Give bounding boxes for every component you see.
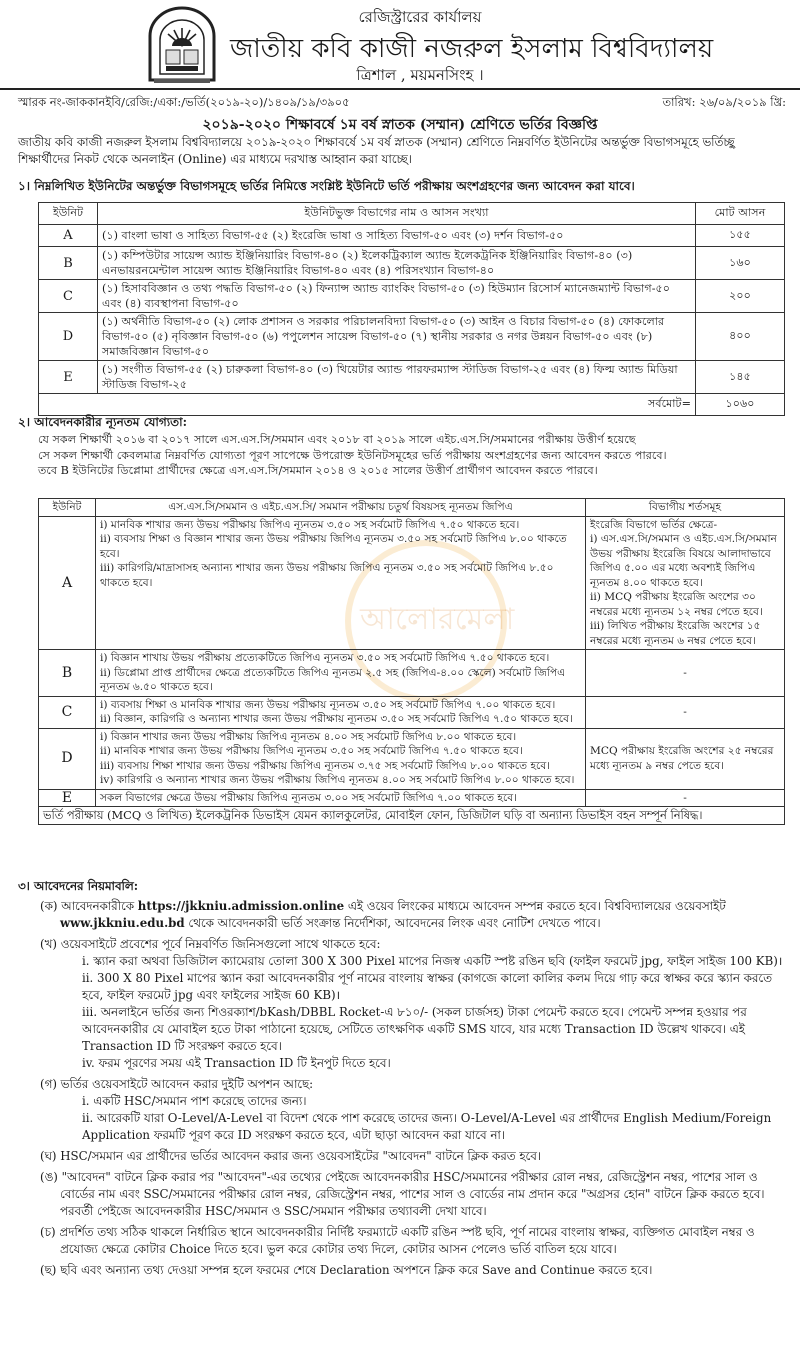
- rule-ka-text: (ক) আবেদনকারীকে: [40, 899, 138, 913]
- unit-cell: E: [39, 789, 96, 807]
- section3-heading: ৩। আবেদনের নিয়মাবলি:: [18, 879, 139, 893]
- table-row: [39, 650, 785, 697]
- table-row: [39, 361, 785, 394]
- university-name: জাতীয় কবি কাজী নজরুল ইসলাম বিশ্ববিদ্যালয়: [230, 34, 714, 64]
- col-departments: ইউনিটভুক্ত বিভাগের নাম ও আসন সংখ্যা: [98, 203, 696, 225]
- list-item: i. একটি HSC/সমমান পাশ করেছে তাদের জন্য।: [82, 1094, 307, 1108]
- gpa-rule: i) মানবিক শাখার জন্য উভয় পরীক্ষায় জিপিএ ন্যূনতম ৩.৫০ সহ সর্বমোট জিপিএ ৭.৫০ থাকতে হবে।: [100, 518, 520, 531]
- rule-gha: (ঘ) HSC/সমমান এর প্রার্থীদের ভর্তির আবেদন করার জন্য ওয়েবসাইটের "আবেদন" বাটনে ক্লিক করত হবে।: [40, 1149, 542, 1163]
- condition: iii) লিখিত পরীক্ষায় ইংরেজি অংশের ১৫ নম্বরের মধ্যে ন্যূনতম ৬ নম্বর পেতে হবে।: [590, 620, 761, 647]
- seats-cell: ৪০০: [696, 313, 785, 361]
- gpa-cell: [96, 696, 586, 728]
- university-website-link[interactable]: www.jkkniu.edu.bd: [60, 916, 185, 930]
- condition: ii) MCQ পরীক্ষায় ইংরেজি অংশের ৩০ নম্বরের মধ্যে ন্যূনতম ১২ নম্বর পেতে হবে।: [590, 591, 763, 618]
- total-row: [39, 394, 785, 416]
- unit-cell: C: [39, 280, 98, 313]
- departments-cell: (১) বাংলা ভাষা ও সাহিত্য বিভাগ-৫৫ (২) ইংরেজি ভাষা ও সাহিত্য বিভাগ-৫০ এবং (৩) দর্শন বিভাগ-৫০: [98, 225, 696, 247]
- rule-uma: (ঙ) "আবেদন" বাটনে ক্লিক করার পর "আবেদন"-এর তথ্যের পেইজে আবেদনকারীর HSC/সমমানের পরীক্ষার রোল নম্বর, রেজিস্ট্রেশন নম্বর, পাশের সাল ও বোর্ডের নাম এবং SSC/সমমানের পরীক্ষার রোল নম্বর, রেজিস্ট্রেশন নম্বর, পাশের সাল ও বোর্ডের নাম প্রদান করে "অগ্রসর হোন" বাটনে ক্লিক করতে হবে। পরবর্তী পেইজে আবেদনকারীর HSC/সমমান ও SSC/সমমান পরীক্ষার তথ্যাবলী দেখা যাবে।: [40, 1170, 765, 1218]
- gpa-cell: [96, 516, 586, 650]
- unit-cell: E: [39, 361, 98, 394]
- conditions-cell: MCQ পরীক্ষায় ইংরেজি অংশের ২৫ নম্বরের মধ্যে ন্যূনতম ৯ নম্বর পেতে হবে।: [586, 728, 785, 789]
- rule-kha: [40, 936, 793, 1072]
- total-label: সর্বমোট=: [39, 394, 696, 416]
- table-row: [39, 313, 785, 361]
- conditions-cell: [586, 516, 785, 650]
- seats-cell: ১৪৫: [696, 361, 785, 394]
- gpa-rule: i) বিজ্ঞান শাখার জন্য উভয় পরীক্ষায় জিপিএ ন্যূনতম ৪.০০ সহ সর্বমোট জিপিএ ৮.০০ থাকতে হবে।: [100, 730, 517, 743]
- university-location: ত্রিশাল , ময়মনসিংহ ।: [356, 66, 484, 84]
- departments-cell: (১) সংগীত বিভাগ-৫৫ (২) চারুকলা বিভাগ-৪০ (৩) থিয়েটার অ্যান্ড পারফরম্যান্স স্টাডিজ বিভাগ-২৫ এবং (৪) ফিল্ম অ্যান্ড মিডিয়া স্টাডিজ বিভাগ-২৫: [98, 361, 696, 394]
- col-unit: ইউনিট: [39, 499, 96, 517]
- gpa-rule: iii) কারিগরি/মাদ্রাসাসহ অন্যান্য শাখার জন্য উভয় পরীক্ষায় জিপিএ ন্যূনতম ৩.৫০ সহ সর্বমোট জিপিএ ৮.৫০ থাকতে হবে।: [100, 562, 554, 589]
- table-row: [39, 225, 785, 247]
- section3-rules: [18, 878, 793, 1283]
- unit-cell: A: [39, 516, 96, 650]
- table-row: [39, 247, 785, 280]
- gpa-rule: iii) ব্যবসায় শিক্ষা শাখার জন্য উভয় পরীক্ষায় জিপিএ ন্যূনতম ৩.৭৫ সহ সর্বমোট জিপিএ ৮.০০ থাকতে হবে।: [100, 759, 550, 772]
- header-divider: [0, 88, 800, 90]
- gpa-rule: i) ব্যবসায় শিক্ষা ও মানবিক শাখার জন্য উভয় পরীক্ষায় ন্যূনতম ৩.৫০ সহ সর্বমোট জিপিএ ৭.০০ থাকতে হবে।: [100, 698, 556, 711]
- units-seats-table: [38, 202, 785, 416]
- device-ban-row: [39, 807, 785, 825]
- rule-kha-text: (খ) ওয়েবসাইটে প্রবেশের পূর্বে নিম্নবর্ণিত জিনিসগুলো সাথে থাকতে হবে:: [40, 937, 381, 951]
- rule-ga-list: [82, 1093, 793, 1144]
- rule-kha-list: [82, 953, 793, 1072]
- condition: ইংরেজি বিভাগে ভর্তির ক্ষেত্রে-: [590, 518, 718, 531]
- conditions-cell: -: [586, 650, 785, 697]
- col-seats: মোট আসন: [696, 203, 785, 225]
- list-item: i. স্ক্যান করা অথবা ডিজিটাল ক্যামেরায় তোলা 300 X 300 Pixel মাপের নিজস্ব একটি স্পষ্ট রঙিন ছবি (ফাইল ফরমেট jpg, ফাইল সাইজ 100 KB)।: [82, 954, 783, 968]
- conditions-cell: -: [586, 696, 785, 728]
- table-row: [39, 789, 785, 807]
- list-item: iii. অনলাইনে ভর্তির জন্য শিওরক্যাশ/bKash/DBBL Rocket-এ ৮১০/- (সকল চার্জসহ) টাকা পেমেন্ট করতে হবে। পেমেন্ট সম্পন্ন হওয়ার পর আবেদনকারীর যে মোবাইল হতে টাকা পাঠানো হয়েছে, সেটিতে তাৎক্ষণিক একটি SMS যাবে, যার মধ্যে Transaction ID উল্লেখ থাকবে। এই Transaction ID টি সংরক্ষণ করতে হবে।: [82, 1005, 747, 1053]
- gpa-cell: [96, 650, 586, 697]
- rule-ka: [40, 898, 793, 932]
- unit-cell: D: [39, 313, 98, 361]
- registrar-office: রেজিস্ট্রারের কার্যালয়: [358, 8, 482, 26]
- device-ban-note: ভর্তি পরীক্ষায় (MCQ ও লিখিত) ইলেকট্রনিক ডিভাইস যেমন ক্যালকুলেটর, মোবাইল ফোন, ডিজিটাল ঘড়ি বা অন্যান্য ডিভাইস বহন সম্পূর্ন নিষিদ্ধ।: [39, 807, 785, 825]
- list-item: ii. 300 X 80 Pixel মাপের স্ক্যান করা আবেদনকারীর পূর্ণ নামের বাংলায় স্বাক্ষর (কাগজে কালো কালির কলম দিয়ে গাঢ় করে স্বাক্ষর করে স্ক্যান করতে হবে, ফাইল ফরমেট jpg এবং ফাইলের সাইজ 60 KB)।: [82, 971, 772, 1002]
- total-seats: ১০৬০: [696, 394, 785, 416]
- section1-heading: ১। নিম্নলিখিত ইউনিটের অন্তর্ভুক্ত বিভাগসমূহে ভর্তির নিমিত্তে সংশ্লিষ্ট ইউনিটে ভর্তি পরীক্ষায় অংশগ্রহণের জন্য আবেদন করা যাবে।: [18, 179, 635, 193]
- unit-cell: B: [39, 247, 98, 280]
- notice-title: ২০১৯-২০২০ শিক্ষাবর্ষে ১ম বর্ষ স্নাতক (সম্মান) শ্রেণিতে ভর্তির বিজ্ঞপ্তি: [202, 117, 598, 133]
- conditions-cell: -: [586, 789, 785, 807]
- col-conditions: বিভাগীয় শর্তসমূহ: [586, 499, 785, 517]
- departments-cell: (১) অর্থনীতি বিভাগ-৫০ (২) লোক প্রশাসন ও সরকার পরিচালনবিদ্যা বিভাগ-৫০ (৩) আইন ও বিচার বিভাগ-৫০ (৪) ফোকলোর বিভাগ-৫০ (৫) নৃবিজ্ঞান বিভাগ-৫০ (৬) পপুলেশন সায়েন্স বিভাগ-৫০ (৭) স্থানীয় সরকার ও নগর উন্নয়ন বিভাগ-৫০ এবং (৮) সমাজবিজ্ঞান বিভাগ-৫০: [98, 313, 696, 361]
- departments-cell: (১) হিসাববিজ্ঞান ও তথ্য পদ্ধতি বিভাগ-৫০ (২) ফিন্যান্স অ্যান্ড ব্যাংকিং বিভাগ-৫০ (৩) হিউম্যান রিসোর্স ম্যানেজম্যান্ট বিভাগ-৫০ এবং (৪) ব্যবস্থাপনা বিভাগ-৫০: [98, 280, 696, 313]
- col-unit: ইউনিট: [39, 203, 98, 225]
- eligibility-line-3: তবে B ইউনিটের ডিপ্লোমা প্রার্থীদের ক্ষেত্রে এস.এস.সি/সমমান ২০১৪ ও ২০১৫ সালের উত্তীর্ণ প্রার্থীগণ আবেদন করতে পারবে।: [38, 464, 598, 477]
- table-row: [39, 696, 785, 728]
- notice-date: তারিখ: ২৬/০৯/২০১৯ খ্রি:: [662, 95, 786, 109]
- unit-cell: B: [39, 650, 96, 697]
- unit-cell: C: [39, 696, 96, 728]
- col-gpa: এস.এস.সি/সমমান ও এইচ.এস.সি/ সমমান পরীক্ষায় চতুর্থ বিষয়সহ ন্যূনতম জিপিএ: [96, 499, 586, 517]
- gpa-cell: সকল বিভাগের ক্ষেত্রে উভয় পরীক্ষায় জিপিএ ন্যূনতম ৩.০০ সহ সর্বমোট জিপিএ ৭.০০ থাকতে হবে।: [96, 789, 586, 807]
- list-item: ii. আরেকটি যারা O-Level/A-Level বা বিদেশ থেকে পাশ করেছে তাদের জন্য। O-Level/A-Level এর প্রার্থীদের English Medium/Foreign Application ফরমটি পূরণ করে ID সংরক্ষণ করতে হবে, এটা ছাড়া আবেদন করা যাবে না।: [82, 1111, 772, 1142]
- rule-cha: (চ) প্রদর্শিত তথ্য সঠিক থাকলে নির্ধারিত স্থানে আবেদনকারীর নির্দিষ্ট ফরম্যাটে একটি রঙিন স্পষ্ট ছবি, পূর্ণ নামের বাংলায় স্বাক্ষর, ব্যক্তিগত মোবাইল নম্বর ও প্রযোজ্য ক্ষেত্রে কোটার Choice দিতে হবে। ভুল করে কোটার তথ্য দিলে, কোটার আসন পেলেও ভর্তি বাতিল হয়ে যাবে।: [40, 1225, 755, 1256]
- gpa-rule: ii) মানবিক শাখার জন্য উভয় পরীক্ষায় জিপিএ ন্যূনতম ৩.৫০ সহ সর্বমোট জিপিএ ৭.৫০ থাকতে হবে।: [100, 745, 523, 757]
- eligibility-line-2: সে সকল শিক্ষার্থী কেবলমাত্র নিম্নবর্ণিত যোগ্যতা পূরণ সাপেক্ষে উপরোক্ত ইউনিটসমূহের ভর্তি পরীক্ষায় অংশগ্রহণের জন্য আবেদন করতে পারবে।: [38, 448, 667, 462]
- intro-paragraph: জাতীয় কবি কাজী নজরুল ইসলাম বিশ্ববিদ্যালয়ে ২০১৯-২০২০ শিক্ষাবর্ষে ১ম বর্ষ স্নাতক (সম্মান) শ্রেণিতে নিম্নবর্ণিত ইউনিটের অন্তর্ভুক্ত বিভাগসমূহে ভর্তিচ্ছু শিক্ষার্থীদের নিকট থেকে অনলাইন (Online) এর মাধ্যমে দরখাস্ত আহ্বান করা যাচ্ছে।: [18, 135, 735, 166]
- unit-cell: D: [39, 728, 96, 789]
- list-item: iv. ফরম পূরণের সময় এই Transaction ID টি ইনপুট দিতে হবে।: [82, 1056, 391, 1070]
- gpa-rule: ii) বিজ্ঞান, কারিগরি ও অন্যান্য শাখার জন্য উভয় পরীক্ষায় ন্যূনতম ৩.৫০ সহ সর্বমোট জিপিএ ৭.৫০ থাকতে হবে।: [100, 713, 573, 725]
- rule-ka-text: এই ওয়েব লিংকের মাধ্যমে আবেদন সম্পন্ন করতে হবে। বিশ্ববিদ্যালয়ের ওয়েবসাইট: [344, 899, 726, 913]
- seats-cell: ১৫৫: [696, 225, 785, 247]
- letterhead: [0, 0, 800, 88]
- gpa-rule: ii) ব্যবসায় শিক্ষা ও বিজ্ঞান শাখার জন্য উভয় পরীক্ষায় জিপিএ ন্যূনতম ৩.৫০ সহ সর্বমোট জিপিএ ৮.০০ থাকতে হবে।: [100, 533, 567, 560]
- seats-cell: ১৬০: [696, 247, 785, 280]
- gpa-rule: iv) কারিগরি ও অন্যান্য শাখার জন্য উভয় পরীক্ষায় জিপিএ ন্যূনতম ৪.০০ সহ সর্বমোট জিপিএ ৮.০০ থাকতে হবে।: [100, 774, 575, 786]
- table-header-row: [39, 203, 785, 225]
- unit-cell: A: [39, 225, 98, 247]
- admission-link[interactable]: https://jkkniu.admission.online: [137, 899, 345, 913]
- eligibility-text: [38, 432, 798, 479]
- gpa-requirements-table: [38, 498, 785, 825]
- rule-chha: (ছ) ছবি এবং অন্যান্য তথ্য দেওয়া সম্পন্ন হলে ফরমের শেষে Declaration অপশনে ক্লিক করে Save and Continue করতে হবে।: [40, 1263, 653, 1277]
- rule-ga: [40, 1076, 793, 1144]
- table-header-row: [39, 499, 785, 517]
- gpa-rule: i) বিজ্ঞান শাখায় উভয় পরীক্ষায় প্রত্যেকটিতে জিপিএ ন্যূনতম ৩.৫০ সহ সর্বমোট জিপিএ ৭.৫০ থাকতে হবে।: [100, 652, 550, 664]
- seats-cell: ২০০: [696, 280, 785, 313]
- departments-cell: (১) কম্পিউটার সায়েন্স অ্যান্ড ইঞ্জিনিয়ারিং বিভাগ-৪০ (২) ইলেকট্রিক্যাল অ্যান্ড ইলেকট্রনিক ইঞ্জিনিয়ারিং বিভাগ-৪০ (৩) এনভায়রনমেন্টাল সায়েন্স অ্যান্ড ইঞ্জিনিয়ারিং বিভাগ-৪০ এবং (৪) পরিসংখ্যান বিভাগ-৪০: [98, 247, 696, 280]
- table-row: [39, 516, 785, 650]
- rule-ga-text: (গ) ভর্তির ওয়েবসাইটে আবেদন করার দুইটি অপশন আছে:: [40, 1077, 314, 1091]
- section2-heading: ২। আবেদনকারীর ন্যূনতম যোগ্যতা:: [18, 415, 188, 429]
- table-row: [39, 728, 785, 789]
- gpa-cell: [96, 728, 586, 789]
- memo-number: স্মারক নং-জাককানইবি/রেজি:/একা:/ভর্তি(২০১৯-২০)/১৪০৯/১৯/৩৯০৫: [18, 95, 350, 109]
- eligibility-line-1: যে সকল শিক্ষার্থী ২০১৬ বা ২০১৭ সালে এস.এস.সি/সমমান এবং ২০১৮ বা ২০১৯ সালে এইচ.এস.সি/সমমানের পরীক্ষায় উত্তীর্ণ হয়েছে: [38, 433, 636, 446]
- table-row: [39, 280, 785, 313]
- gpa-rule: ii) ডিপ্লোমা প্রাপ্ত প্রার্থীদের ক্ষেত্রে প্রত্যেকটিতে জিপিএ ন্যূনতম ২.৫ সহ (জিপিএ-৪.০০ স্কেলে) সর্বমোট জিপিএ ন্যূনতম ৬.৫০ থাকতে হবে।: [100, 666, 566, 693]
- rule-ka-text: থেকে আবেদনকারী ভর্তি সংক্রান্ত নির্দেশিকা, আবেদনের লিংক এবং নোটিশ দেখতে পাবে।: [184, 916, 601, 930]
- watermark-text: আলোরমেলা: [360, 602, 515, 637]
- condition: i) এস.এস.সি/সমমান ও এইচ.এস.সি/সমমান উভয় পরীক্ষায় ইংরেজি বিষয়ে আলাদাভাবে জিপিএ ৫.০০ এর মধ্যে অবশ্যই জিপিএ ন্যূনতম ৪.০০ থাকতে হবে।: [590, 533, 777, 589]
